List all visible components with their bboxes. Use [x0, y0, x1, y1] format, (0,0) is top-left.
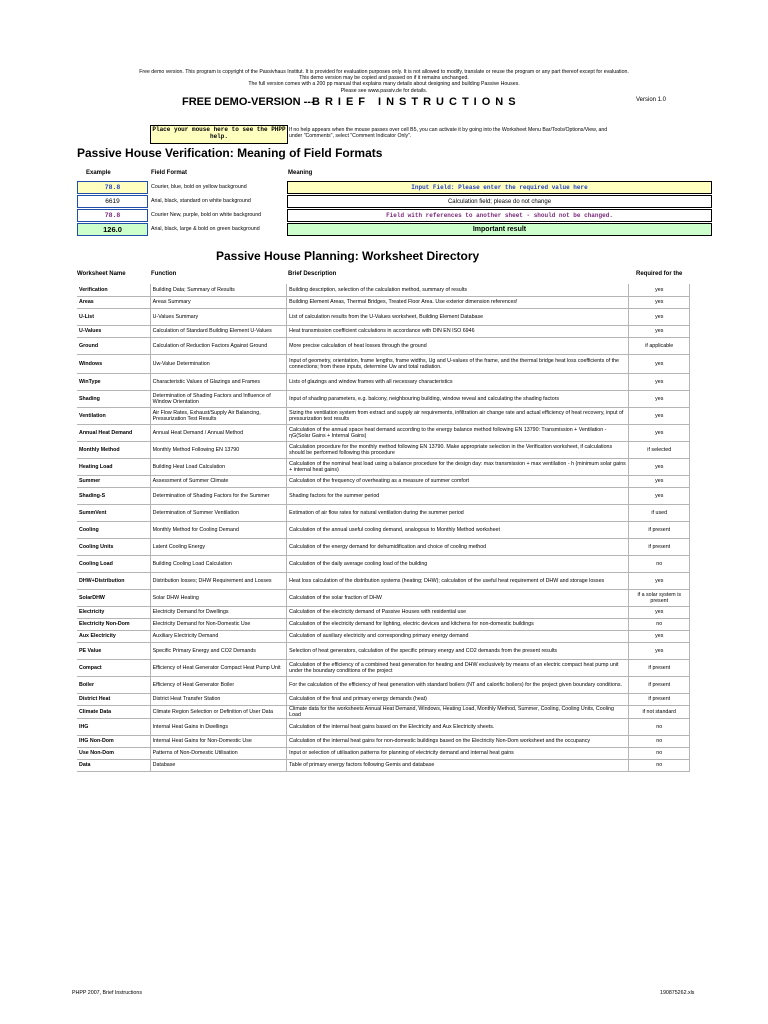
directory-heading: Passive House Planning: Worksheet Directory: [216, 249, 480, 263]
meaning-input: Input Field: Please enter the required value here: [287, 181, 712, 194]
worksheet-directory-table: [77, 284, 690, 772]
required-status: if not standard: [629, 705, 690, 718]
worksheet-description: Calculation of the electricity demand for lighting, electric devices and kitchens for non-domestic buildings: [287, 618, 629, 630]
worksheet-function: Electricity Demand for Dwellings: [150, 606, 287, 618]
required-status: no: [629, 618, 690, 630]
worksheet-description: Building Element Areas, Thermal Bridges, Treated Floor Area. Use exterior dimension references!: [287, 296, 629, 308]
meaning-result: Important result: [287, 223, 712, 236]
worksheet-description: Calculation of the annual space heat demand according to the energy balance method following EN 13790: Transmission + Ventilation - ηG(Solar Gains + Internal Gains): [287, 424, 629, 441]
example-calculation: 6619: [77, 195, 148, 208]
title-brief-instructions: BRIEF INSTRUCTIONS: [312, 96, 521, 108]
format-row-input: [77, 181, 662, 194]
required-status: if present: [629, 693, 690, 705]
worksheet-name: Cooling: [77, 521, 150, 538]
worksheet-name: Ground: [77, 337, 150, 354]
worksheet-function: Distribution losses; DHW Requirement and Losses: [150, 572, 287, 589]
worksheet-name: Aux Electricity: [77, 630, 150, 642]
required-status: yes: [629, 487, 690, 504]
col-header-required: Required for the: [636, 271, 683, 277]
worksheet-name: Areas: [77, 296, 150, 308]
format-row-calculation: [77, 195, 662, 208]
worksheet-name: Ventilation: [77, 407, 150, 424]
worksheet-description: Input or selection of utilisation patterns for planning of electricity demand and internal heat gains: [287, 747, 629, 759]
worksheet-function: Building Heat Load Calculation: [150, 458, 287, 475]
worksheet-description: Calculation of auxiliary electricity and corresponding primary energy demand: [287, 630, 629, 642]
worksheet-name: District Heat: [77, 693, 150, 705]
worksheet-name: PE Value: [77, 642, 150, 659]
required-status: no: [629, 747, 690, 759]
notice-line: Free demo version. This program is copyright of the Passivhaus Institut. It is provided for evaluation purposes only. It is not allowed to modify, translate or reuse the program or any part thereof except for evaluation.: [139, 69, 629, 75]
worksheet-function: Efficiency of Heat Generator Boiler: [150, 676, 287, 693]
worksheet-description: Calculation of the internal heat gains for non-domestic buildings based on the Electricity Non-Dom worksheet and the occupancy: [287, 735, 629, 747]
worksheet-function: Solar DHW Heating: [150, 589, 287, 606]
table-row: [77, 705, 690, 718]
table-row: [77, 325, 690, 337]
required-status: yes: [629, 354, 690, 373]
table-row: [77, 475, 690, 487]
worksheet-function: U-Values Summary: [150, 308, 287, 325]
table-row: [77, 441, 690, 458]
title-demo: FREE DEMO-VERSION ---: [182, 96, 315, 108]
table-row: [77, 373, 690, 390]
worksheet-name: Climate Data: [77, 705, 150, 718]
worksheet-description: Estimation of air flow rates for natural ventilation during the summer period: [287, 504, 629, 521]
required-status: yes: [629, 642, 690, 659]
required-status: yes: [629, 373, 690, 390]
required-status: if selected: [629, 441, 690, 458]
version-label: Version 1.0: [636, 97, 667, 103]
worksheet-function: Internal Heat Gains for Non-Domestic Use: [150, 735, 287, 747]
worksheet-name: WinType: [77, 373, 150, 390]
required-status: if present: [629, 521, 690, 538]
worksheet-function: Specific Primary Energy and CO2 Demands: [150, 642, 287, 659]
table-row: [77, 538, 690, 555]
table-row: [77, 759, 690, 771]
table-row: [77, 458, 690, 475]
worksheet-description: Input of geometry, orientation, frame lengths, frame widths, Ug and U-values of the frame, and the thermal bridge heat loss coefficients of the connections; from these inputs, determine Uw and total radiation.: [287, 354, 629, 373]
table-row: [77, 735, 690, 747]
required-status: if present: [629, 676, 690, 693]
required-status: yes: [629, 458, 690, 475]
worksheet-function: Auxiliary Electricity Demand: [150, 630, 287, 642]
worksheet-description: Calculation procedure for the monthly method following EN 13790. Make appropriate selection in the Verification worksheet, if calculations should be performed following this procedure: [287, 441, 629, 458]
worksheet-name: DHW+Distribution: [77, 572, 150, 589]
worksheet-function: Database: [150, 759, 287, 771]
example-input: 78.8: [77, 181, 148, 194]
required-status: yes: [629, 325, 690, 337]
worksheet-description: Lists of glazings and window frames with all necessary characteristics: [287, 373, 629, 390]
worksheet-description: Calculation of the solar fraction of DHW: [287, 589, 629, 606]
worksheet-description: Calculation of the frequency of overheating as a measure of summer comfort: [287, 475, 629, 487]
table-row: [77, 555, 690, 572]
worksheet-name: Cooling Units: [77, 538, 150, 555]
worksheet-description: For the calculation of the efficiency of heat generation with standard boilers (NT and calorific boilers) for the project given boundary conditions.: [287, 676, 629, 693]
required-status: no: [629, 555, 690, 572]
required-status: yes: [629, 630, 690, 642]
worksheet-description: Climate data for the worksheets Annual Heat Demand, Windows, Heating Load, Monthly Method, Summer, Cooling, Cooling Units, Cooling Load: [287, 705, 629, 718]
verification-heading: Passive House Verification: Meaning of Field Formats: [77, 146, 383, 160]
required-status: yes: [629, 296, 690, 308]
worksheet-description: Calculation of the efficiency of a combined heat generation for heating and DHW exclusively by means of an electric compact heat pump unit under the boundary conditions of the project: [287, 659, 629, 676]
required-status: yes: [629, 407, 690, 424]
worksheet-function: Annual Heat Demand / Annual Method: [150, 424, 287, 441]
worksheet-function: Climate Region Selection or Definition of User Data: [150, 705, 287, 718]
required-status: yes: [629, 390, 690, 407]
col-header-function: Function: [151, 271, 177, 277]
meaning-calculation: Calculation field; please do not change: [287, 195, 712, 208]
worksheet-function: Building Cooling Load Calculation: [150, 555, 287, 572]
footer-left: PHPP 2007, Brief Instructions: [72, 990, 142, 996]
worksheet-name: Monthly Method: [77, 441, 150, 458]
table-row: [77, 424, 690, 441]
required-status: no: [629, 718, 690, 735]
required-status: no: [629, 735, 690, 747]
required-status: yes: [629, 606, 690, 618]
help-note: If no help appears when the mouse passes over cell B5, you can activate it by going into the Worksheet Menu Bar/Tools/Options/View, and under "Comments", select "Comment Indicator Only".: [289, 127, 608, 140]
worksheet-description: Calculation of the electricity demand of Passive Houses with residential use: [287, 606, 629, 618]
worksheet-name: Shading-S: [77, 487, 150, 504]
col-header-example: Example: [86, 170, 111, 176]
format-desc: Arial, black, standard on white background: [151, 198, 251, 204]
worksheet-function: Areas Summary: [150, 296, 287, 308]
required-status: yes: [629, 572, 690, 589]
worksheet-function: Internal Heat Gains in Dwellings: [150, 718, 287, 735]
worksheet-function: Calculation of Standard Building Element U-Values: [150, 325, 287, 337]
required-status: if applicable: [629, 337, 690, 354]
worksheet-description: Calculation of the daily average cooling load of the building: [287, 555, 629, 572]
worksheet-function: Characteristic Values of Glazings and Frames: [150, 373, 287, 390]
worksheet-description: More precise calculation of heat losses through the ground: [287, 337, 629, 354]
worksheet-function: Building Data; Summary of Results: [150, 284, 287, 296]
worksheet-name: Heating Load: [77, 458, 150, 475]
table-row: [77, 521, 690, 538]
worksheet-description: Sizing the ventilation system from extract and supply air requirements, infiltration air change rate and actual efficiency of heat recovery, input of pressurization test results: [287, 407, 629, 424]
example-result: 126.0: [77, 223, 148, 236]
worksheet-name: Cooling Load: [77, 555, 150, 572]
required-status: yes: [629, 308, 690, 325]
required-status: if a solar system is present: [629, 589, 690, 606]
format-desc: Courier, blue, bold on yellow background: [151, 184, 247, 190]
col-header-meaning: Meaning: [288, 170, 313, 176]
worksheet-name: SolarDHW: [77, 589, 150, 606]
table-row: [77, 676, 690, 693]
worksheet-description: Building description, selection of the calculation method, summary of results: [287, 284, 629, 296]
worksheet-name: Data: [77, 759, 150, 771]
worksheet-name: U-Values: [77, 325, 150, 337]
worksheet-name: Electricity: [77, 606, 150, 618]
table-row: [77, 572, 690, 589]
worksheet-name: Shading: [77, 390, 150, 407]
format-desc: Courier New, purple, bold on white background: [151, 212, 262, 218]
worksheet-name: Annual Heat Demand: [77, 424, 150, 441]
worksheet-function: Monthly Method Following EN 13790: [150, 441, 287, 458]
notice-line: This demo version may be copied and passed on if it remains unchanged.: [299, 75, 469, 82]
table-row: [77, 284, 690, 296]
worksheet-function: Patterns of Non-Domestic Utilisation: [150, 747, 287, 759]
worksheet-name: U-List: [77, 308, 150, 325]
worksheet-description: Input of shading parameters, e.g. balcony, neighbouring building, window reveal and calculating the shading factors: [287, 390, 629, 407]
worksheet-description: Calculation of the internal heat gains based on the Electricity and Aux Electricity sheets.: [287, 718, 629, 735]
document-title: [0, 96, 768, 110]
worksheet-description: List of calculation results from the U-Values worksheet, Building Element Database: [287, 308, 629, 325]
table-row: [77, 718, 690, 735]
worksheet-name: Boiler: [77, 676, 150, 693]
worksheet-description: Shading factors for the summer period: [287, 487, 629, 504]
worksheet-description: Heat loss calculation of the distribution systems (heating; DHW); calculation of the useful heat requirement of DHW and storage losses: [287, 572, 629, 589]
table-row: [77, 296, 690, 308]
worksheet-function: Assessment of Summer Climate: [150, 475, 287, 487]
worksheet-description: Calculation of the final and primary energy demands (heat): [287, 693, 629, 705]
table-row: [77, 693, 690, 705]
worksheet-name: SummVent: [77, 504, 150, 521]
required-status: yes: [629, 284, 690, 296]
table-row: [77, 308, 690, 325]
format-desc: Arial, black, large & bold on green background: [151, 226, 260, 232]
worksheet-function: Calculation of Reduction Factors Against Ground: [150, 337, 287, 354]
worksheet-name: Use Non-Dom: [77, 747, 150, 759]
table-row: [77, 337, 690, 354]
worksheet-function: District Heat Transfer Station: [150, 693, 287, 705]
required-status: no: [629, 759, 690, 771]
required-status: yes: [629, 424, 690, 441]
worksheet-name: Electricity Non-Dom: [77, 618, 150, 630]
table-row: [77, 659, 690, 676]
worksheet-function: Efficiency of Heat Generator Compact Heat Pump Unit: [150, 659, 287, 676]
table-row: [77, 407, 690, 424]
notice-line: The full version comes with a 200 pp manual that explains many details about designing and building Passive Houses.: [248, 81, 520, 88]
example-reference: 78.8: [77, 209, 148, 222]
required-status: if used: [629, 504, 690, 521]
worksheet-function: Latent Cooling Energy: [150, 538, 287, 555]
col-header-field-format: Field Format: [151, 170, 188, 176]
worksheet-function: Determination of Summer Ventilation: [150, 504, 287, 521]
worksheet-name: Verification: [77, 284, 150, 296]
table-row: [77, 747, 690, 759]
worksheet-function: Uw-Value Determination: [150, 354, 287, 373]
table-row: [77, 606, 690, 618]
worksheet-name: Summer: [77, 475, 150, 487]
footer-file-name: 190875262.xls: [660, 990, 695, 996]
table-row: [77, 504, 690, 521]
notice-line: Please see www.passiv.de for details.: [340, 87, 428, 94]
table-row: [77, 642, 690, 659]
col-header-worksheet: Worksheet Name: [77, 271, 126, 277]
worksheet-description: Table of primary energy factors following Gemis and database: [287, 759, 629, 771]
worksheet-function: Electricity Demand for Non-Domestic Use: [150, 618, 287, 630]
required-status: yes: [629, 475, 690, 487]
table-row: [77, 487, 690, 504]
table-row: [77, 354, 690, 373]
table-row: [77, 630, 690, 642]
table-row: [77, 589, 690, 606]
worksheet-name: Compact: [77, 659, 150, 676]
worksheet-name: IHG: [77, 718, 150, 735]
worksheet-description: Selection of heat generators, calculation of the specific primary energy and CO2 demands from the present results: [287, 642, 629, 659]
required-status: if present: [629, 538, 690, 555]
worksheet-description: Calculation of the annual useful cooling demand, analogous to Monthly Method worksheet: [287, 521, 629, 538]
demo-notice: [100, 69, 668, 94]
worksheet-function: Air Flow Rates, Exhaust/Supply Air Balancing, Pressurization Test Results: [150, 407, 287, 424]
worksheet-description: Heat transmission coefficient calculations in accordance with DIN EN ISO 6946: [287, 325, 629, 337]
format-row-reference: [77, 209, 662, 222]
worksheet-description: Calculation of the nominal heat load using a balance procedure for the design day: max transmission + max ventilation - h (minimum solar gains + internal heat gains): [287, 458, 629, 475]
col-header-description: Brief Description: [288, 271, 337, 277]
worksheet-name: IHG Non-Dom: [77, 735, 150, 747]
worksheet-description: Calculation of the energy demand for dehumidification and choice of cooling method: [287, 538, 629, 555]
required-status: if present: [629, 659, 690, 676]
worksheet-function: Determination of Shading Factors for the Summer: [150, 487, 287, 504]
help-hover-cell[interactable]: Place your mouse here to see the PHPP help.: [150, 125, 288, 144]
worksheet-function: Monthly Method for Cooling Demand: [150, 521, 287, 538]
meaning-reference: Field with references to another sheet - should not be changed.: [287, 209, 712, 222]
worksheet-function: Determination of Shading Factors and Influence of Window Orientation: [150, 390, 287, 407]
worksheet-name: Windows: [77, 354, 150, 373]
table-row: [77, 390, 690, 407]
format-row-result: [77, 223, 662, 236]
table-row: [77, 618, 690, 630]
